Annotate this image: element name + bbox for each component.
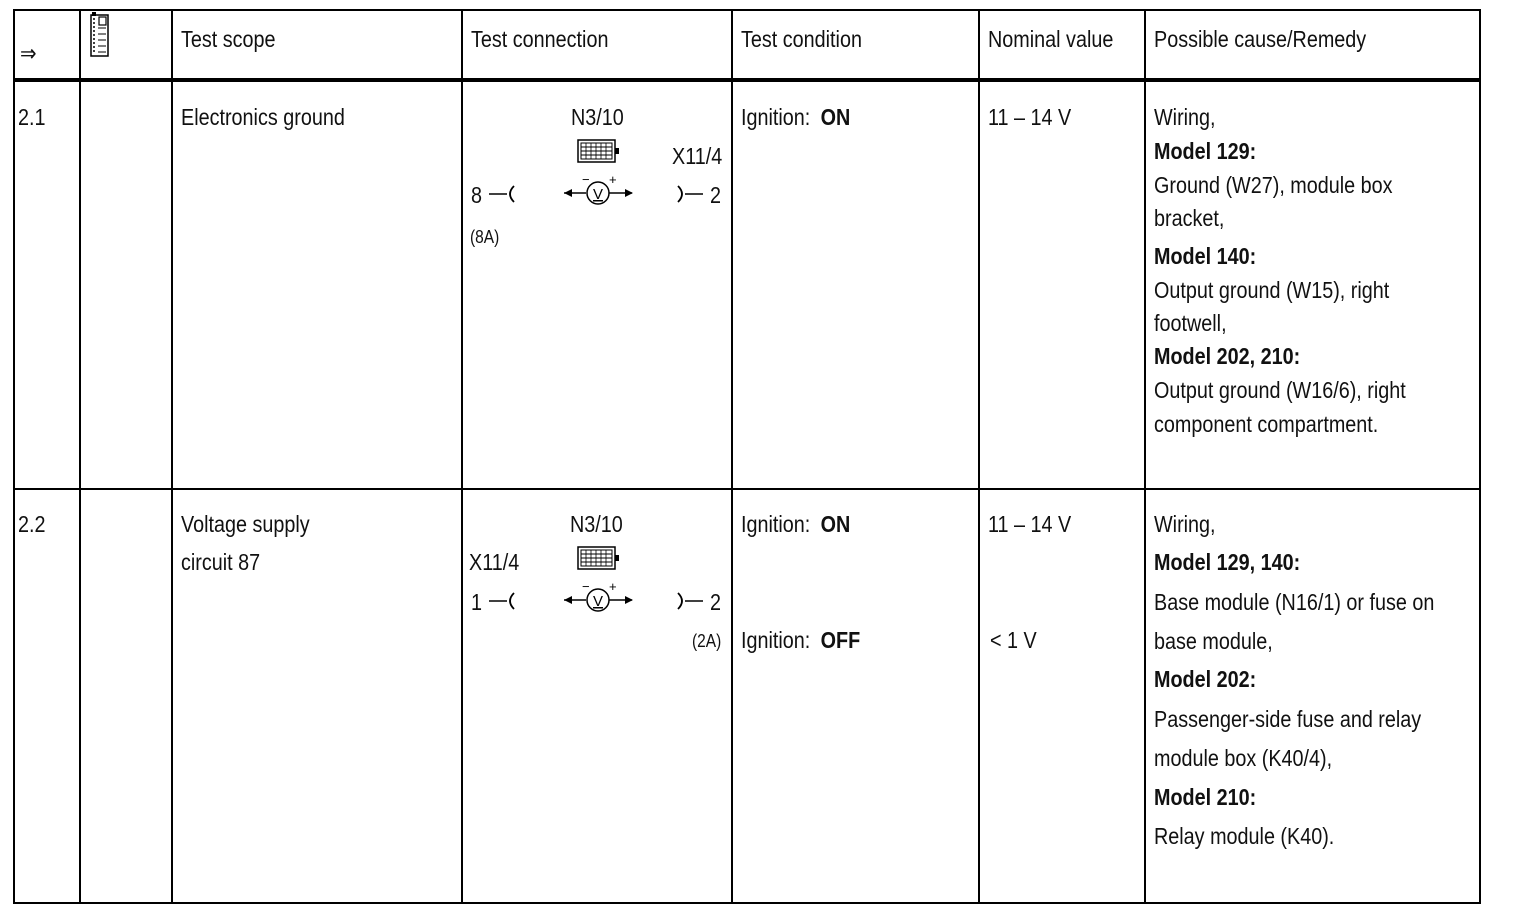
right-lead-icon <box>675 182 705 206</box>
voltmeter-icon <box>560 581 640 615</box>
header-bottom-border <box>13 78 1481 82</box>
test-condition <box>741 513 850 536</box>
remedy-line: footwell, <box>1154 310 1227 336</box>
column-divider <box>978 9 980 904</box>
condition-value: ON <box>820 104 851 130</box>
left-lead-icon <box>487 182 517 206</box>
remedy-line: bracket, <box>1154 205 1225 231</box>
control-module-icon <box>576 544 620 574</box>
plus-sign: + <box>609 174 617 187</box>
header-arrow: ⇒ <box>20 40 37 66</box>
minus-sign: − <box>582 174 590 187</box>
left-pin: 1 <box>471 589 483 615</box>
connector-label: X11/4 <box>672 143 723 169</box>
condition-label: Ignition: <box>741 511 811 537</box>
remedy-model-heading: Model 210: <box>1154 784 1257 810</box>
nominal-value: 11 – 14 V <box>988 104 1072 130</box>
test-scope-text: Voltage supply <box>181 511 310 537</box>
column-divider <box>13 9 15 904</box>
test-condition <box>741 629 860 652</box>
remedy-line: Base module (N16/1) or fuse on <box>1154 589 1435 615</box>
voltmeter-symbol: V <box>592 186 604 203</box>
remedy-line: base module, <box>1154 628 1273 654</box>
remedy-line: component compartment. <box>1154 411 1379 437</box>
remedy-line: Passenger-side fuse and relay <box>1154 706 1422 732</box>
remedy-model-heading: Model 129: <box>1154 138 1257 164</box>
left-lead-icon <box>487 589 517 613</box>
remedy-line: Output ground (W16/6), right <box>1154 377 1406 403</box>
column-divider <box>461 9 463 904</box>
step-number: 2.1 <box>18 104 46 130</box>
left-pin: 8 <box>471 182 483 208</box>
pin-note: (2A) <box>692 631 722 651</box>
remedy-model-heading: Model 202, 210: <box>1154 343 1301 369</box>
header-test-connection: Test connection <box>471 26 609 52</box>
condition-value: ON <box>820 511 851 537</box>
remedy-model-heading: Model 140: <box>1154 243 1257 269</box>
remedy-line: Ground (W27), module box <box>1154 172 1393 198</box>
remedy-line: Output ground (W15), right <box>1154 277 1390 303</box>
right-lead-icon <box>675 589 705 613</box>
voltmeter-icon <box>560 174 640 208</box>
right-pin: 2 <box>710 182 722 208</box>
column-divider <box>1144 9 1146 904</box>
minus-sign: − <box>582 581 590 594</box>
test-condition <box>741 106 850 129</box>
table-bottom-border <box>13 902 1481 904</box>
remedy-line: Wiring, <box>1154 511 1216 537</box>
column-divider <box>731 9 733 904</box>
module-label: N3/10 <box>571 104 624 130</box>
test-scope-text: circuit 87 <box>181 549 261 575</box>
condition-label: Ignition: <box>741 627 811 653</box>
column-divider <box>171 9 173 904</box>
cause-remedy-list <box>1154 104 1464 445</box>
condition-value: OFF <box>820 627 861 653</box>
remedy-line: Wiring, <box>1154 104 1216 130</box>
pin-note: (8A) <box>470 227 500 247</box>
remedy-line: module box (K40/4), <box>1154 745 1333 771</box>
header-cause-remedy: Possible cause/Remedy <box>1154 26 1367 52</box>
control-module-icon <box>576 137 620 167</box>
row-divider <box>13 488 1481 490</box>
column-divider <box>79 9 81 904</box>
connector-label: X11/4 <box>469 549 520 575</box>
module-label: N3/10 <box>570 511 623 537</box>
nominal-value: < 1 V <box>990 627 1037 653</box>
cause-remedy-list <box>1154 511 1464 861</box>
condition-label: Ignition: <box>741 104 811 130</box>
remedy-model-heading: Model 202: <box>1154 666 1257 692</box>
diagnostic-tester-icon <box>89 12 111 58</box>
remedy-model-heading: Model 129, 140: <box>1154 549 1301 575</box>
table-top-border <box>13 9 1481 11</box>
voltmeter-symbol: V <box>592 593 604 610</box>
remedy-line: Relay module (K40). <box>1154 823 1335 849</box>
header-nominal-value: Nominal value <box>988 26 1114 52</box>
test-scope-text: Electronics ground <box>181 104 345 130</box>
nominal-value: 11 – 14 V <box>988 511 1072 537</box>
right-pin: 2 <box>710 589 722 615</box>
column-divider <box>1479 9 1481 904</box>
header-test-condition: Test condition <box>741 26 862 52</box>
header-test-scope: Test scope <box>181 26 276 52</box>
step-number: 2.2 <box>18 511 46 537</box>
plus-sign: + <box>609 581 617 594</box>
